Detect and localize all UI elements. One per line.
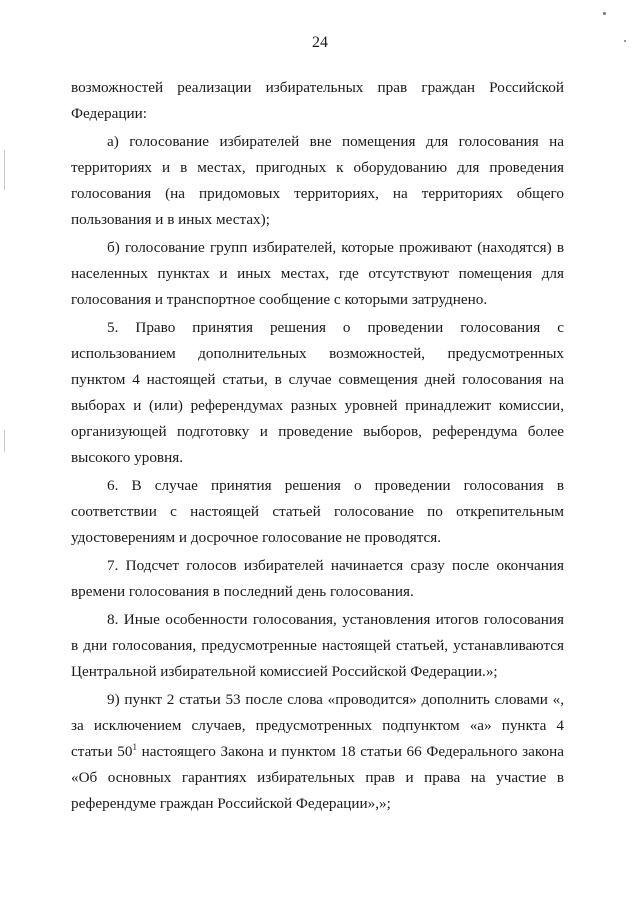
scan-edge-mark: [4, 150, 5, 190]
paragraph-point-7: 7. Подсчет голосов избирателей начинается сразу после окончания времени голосования в последний день голосования.: [71, 557, 564, 600]
paragraph-item-a: а) голосование избирателей вне помещения для голосования на территориях и в местах, пригодных к оборудованию для проведения голосования (на придомовых территориях, на территориях общего пользования и в иных местах);: [71, 133, 564, 228]
paragraph-point-5: 5. Право принятия решения о проведении голосования с использованием дополнительных возможностей, предусмотренных пунктом 4 настоящей статьи, в случае совмещения дней голосования на выборах и (или) референдумах разных уровней принадлежит комиссии, организующей подготовку и проведение выборов, референдума более высокого уровня.: [71, 319, 564, 466]
page-number: 24: [312, 34, 328, 51]
paragraph-point-8: 8. Иные особенности голосования, установления итогов голосования в дни голосования, предусмотренные настоящей статьей, устанавливаются Центральной избирательной комиссией Российской Федерации.»;: [71, 611, 564, 680]
paragraph-point-6: 6. В случае принятия решения о проведении голосования в соответствии с настоящей статьей голосование по открепительным удостоверениям и досрочное голосование не проводятся.: [71, 477, 564, 546]
paragraph-continuation: возможностей реализации избирательных прав граждан Российской Федерации:: [71, 79, 564, 122]
paragraph-item-9: [71, 687, 564, 817]
scan-speck: [603, 12, 606, 15]
document-body: [71, 75, 564, 819]
scan-edge-mark: [4, 430, 5, 452]
paragraph-item-b: б) голосование групп избирателей, которые проживают (находятся) в населенных пунктах и иных местах, где отсутствуют помещения для голосования и транспортное сообщение с которыми затруднено.: [71, 239, 564, 308]
superscript-article-number: 1: [132, 741, 137, 752]
paragraph-item-9-text-after: настоящего Закона и пунктом 18 статьи 66 Федерального закона «Об основных гарантиях избирательных прав и права на участие в референдуме граждан Российской Федерации»,»;: [71, 743, 564, 812]
scan-speck: [624, 40, 626, 42]
paragraph-item-9-text-before: 9) пункт 2 статьи 53 после слова «проводится» дополнить словами «, за исключением случаев, предусмотренных подпунктом «а» пункта 4 статьи 50: [71, 691, 564, 760]
